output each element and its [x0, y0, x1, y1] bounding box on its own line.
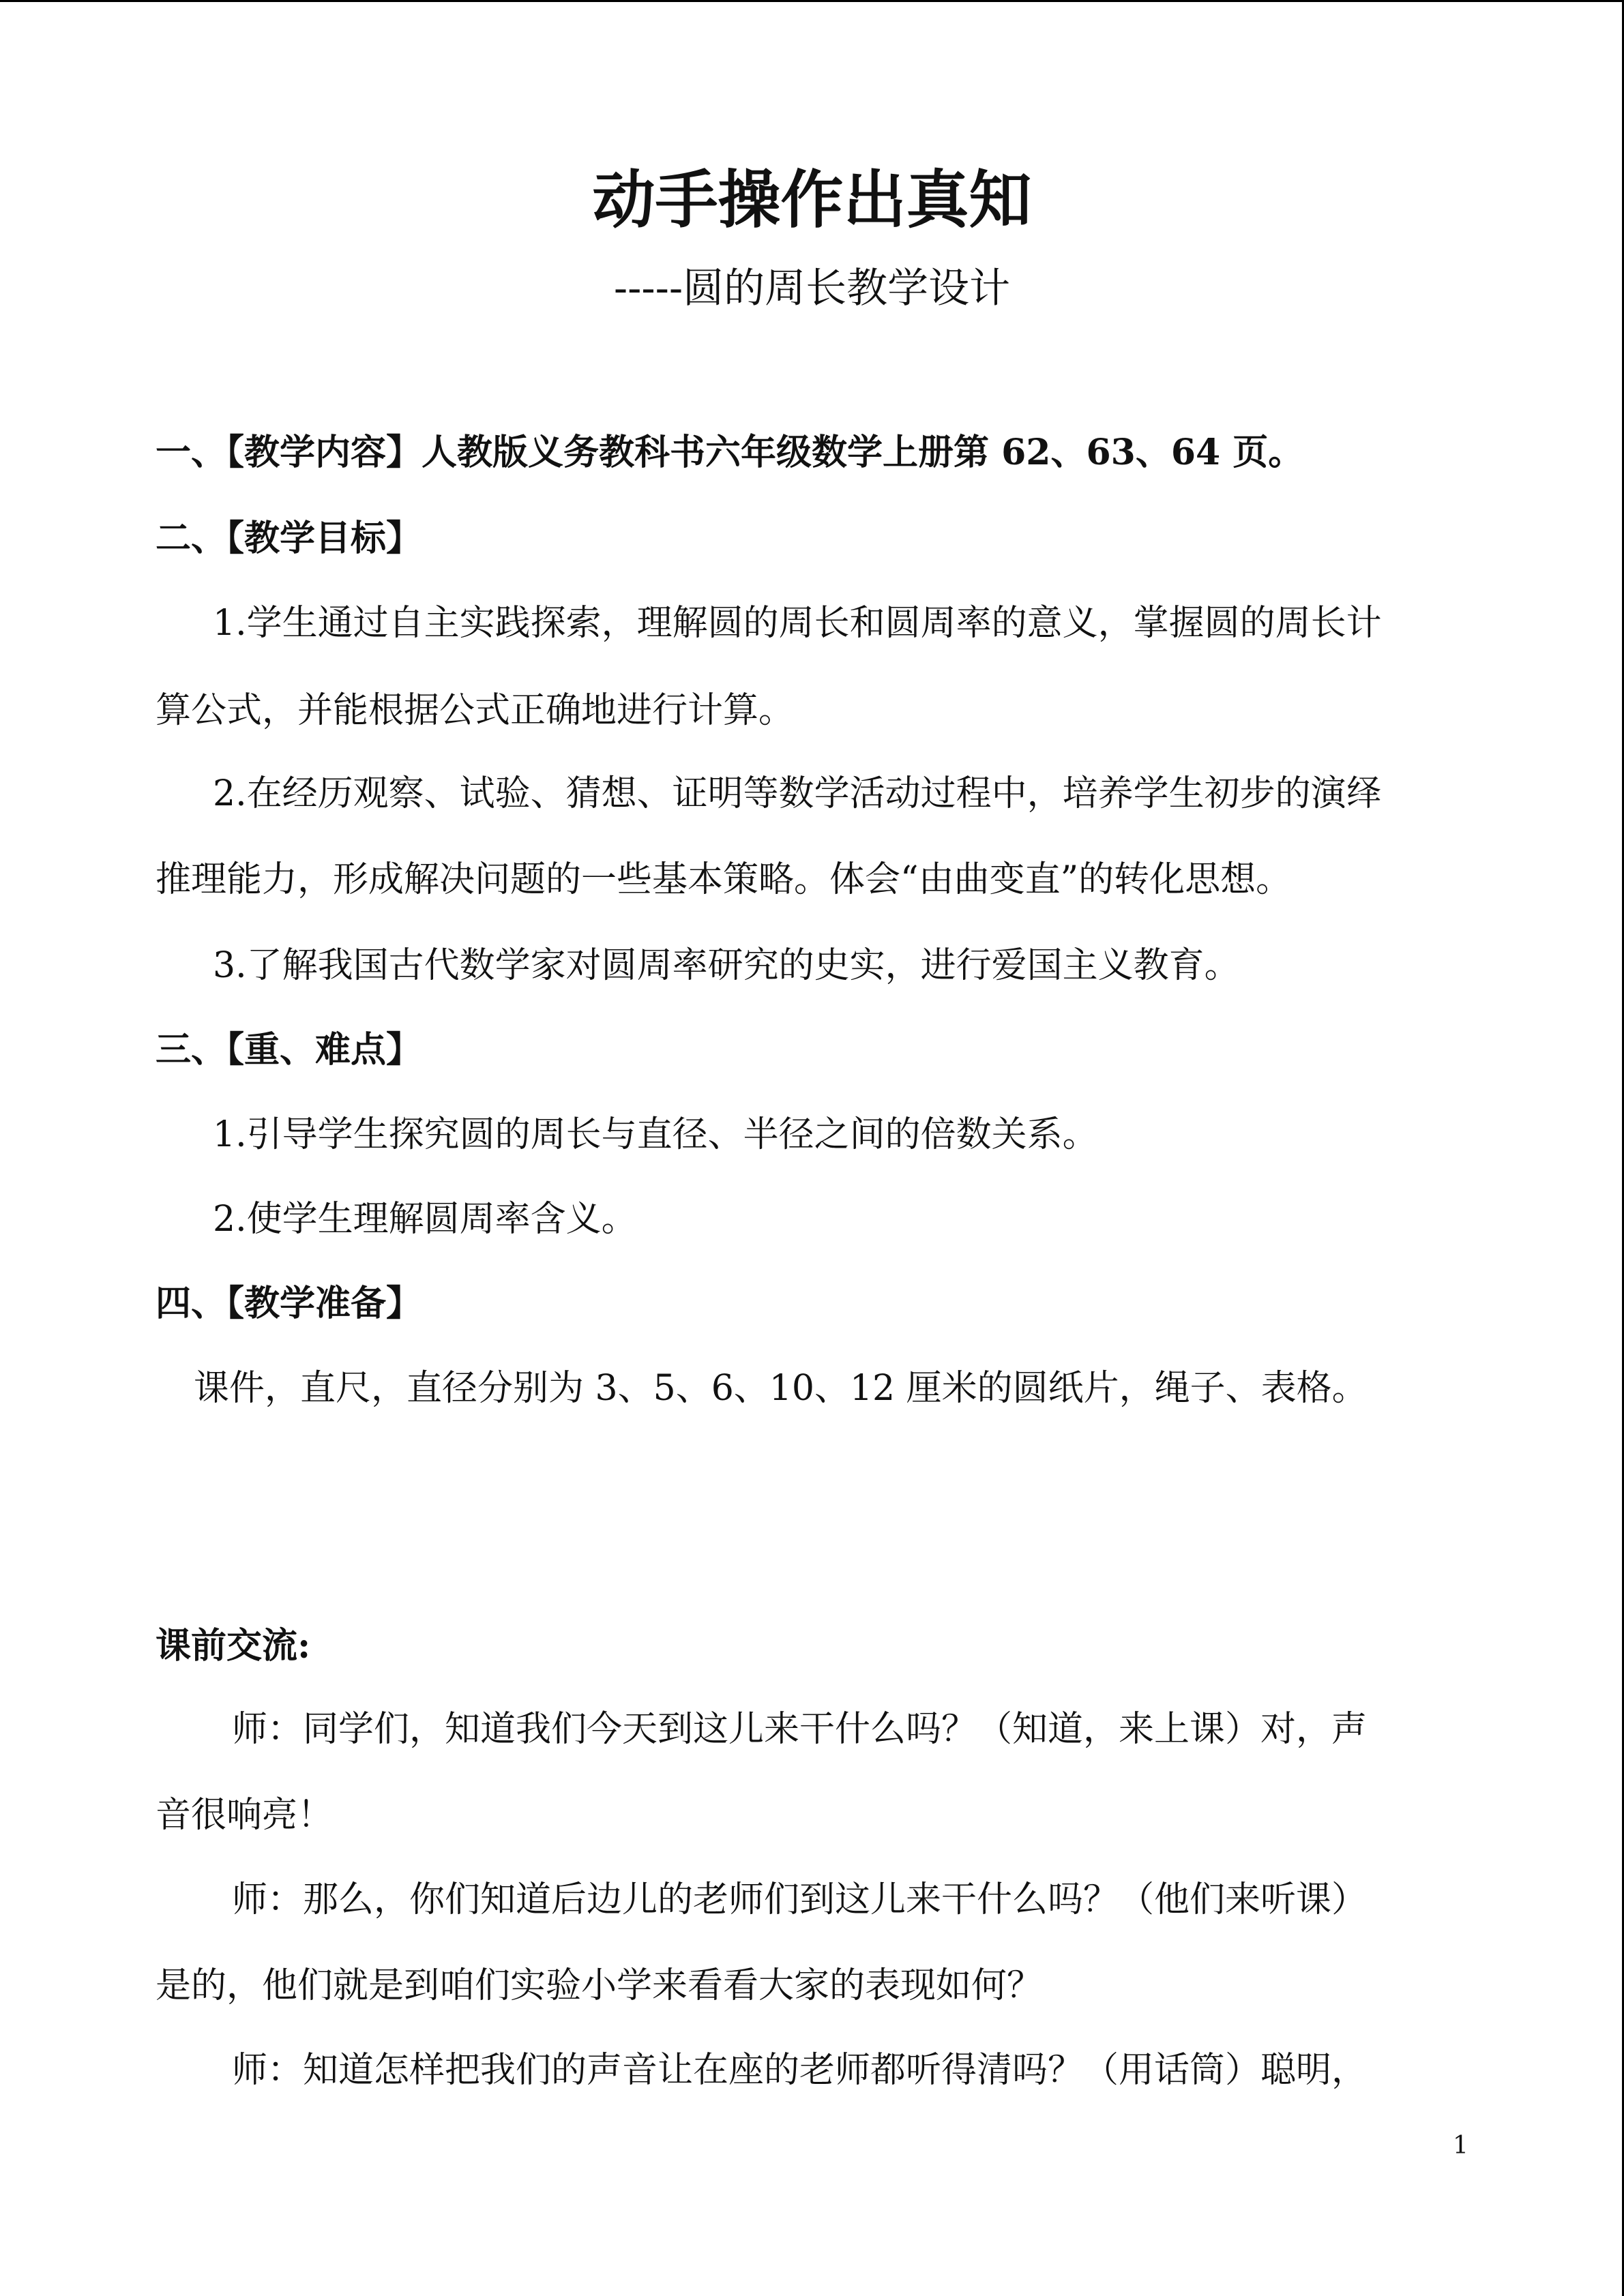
dialogue-2-line-2: 是的，他们就是到咱们实验小学来看看大家的表现如何？	[156, 1965, 1043, 2006]
document-title: 动手操作出真知	[592, 163, 1032, 237]
preparation-heading: 四、【教学准备】	[156, 1283, 422, 1324]
goal-1-line-2: 算公式，并能根据公式正确地进行计算。	[156, 690, 795, 731]
preparation-text: 课件，直尺，直径分别为 3、5、6、10、12 厘米的圆纸片，绳子、表格。	[194, 1368, 1368, 1409]
document-subtitle: -----圆的周长教学设计	[613, 265, 1011, 312]
dialogue-3-line-1: 师：知道怎样把我们的声音让在座的老师都听得清吗？（用话筒）聪明，	[232, 2050, 1368, 2091]
teaching-content-heading: 一、【教学内容】人教版义务教科书六年级数学上册第 62、63、64 页。	[156, 432, 1304, 473]
goal-1-line-1: 1.学生通过自主实践探索，理解圆的周长和圆周率的意义，掌握圆的周长计	[213, 603, 1382, 644]
goal-2-line-2: 推理能力，形成解决问题的一些基本策略。体会“由曲变直”的转化思想。	[156, 859, 1292, 900]
dialogue-1-line-1: 师：同学们，知道我们今天到这儿来干什么吗？（知道，来上课）对，声	[232, 1709, 1368, 1750]
teaching-goals-heading: 二、【教学目标】	[156, 518, 422, 559]
page-number: 1	[1453, 2132, 1468, 2160]
top-border	[0, 0, 1624, 2]
goal-2-line-1: 2.在经历观察、试验、猜想、证明等数学活动过程中，培养学生初步的演绎	[213, 773, 1382, 814]
dialogue-1-line-2: 音很响亮！	[156, 1795, 334, 1836]
key-point-1: 1.引导学生探究圆的周长与直径、半径之间的倍数关系。	[213, 1114, 1098, 1155]
dialogue-2-line-1: 师：那么，你们知道后边儿的老师们到这儿来干什么吗？（他们来听课）	[232, 1879, 1368, 1920]
goal-3: 3.了解我国古代数学家对圆周率研究的史实，进行爱国主义教育。	[213, 945, 1240, 986]
key-points-heading: 三、【重、难点】	[156, 1029, 422, 1071]
key-point-2: 2.使学生理解圆周率含义。	[213, 1199, 637, 1240]
pre-class-heading: 课前交流:	[156, 1625, 311, 1667]
